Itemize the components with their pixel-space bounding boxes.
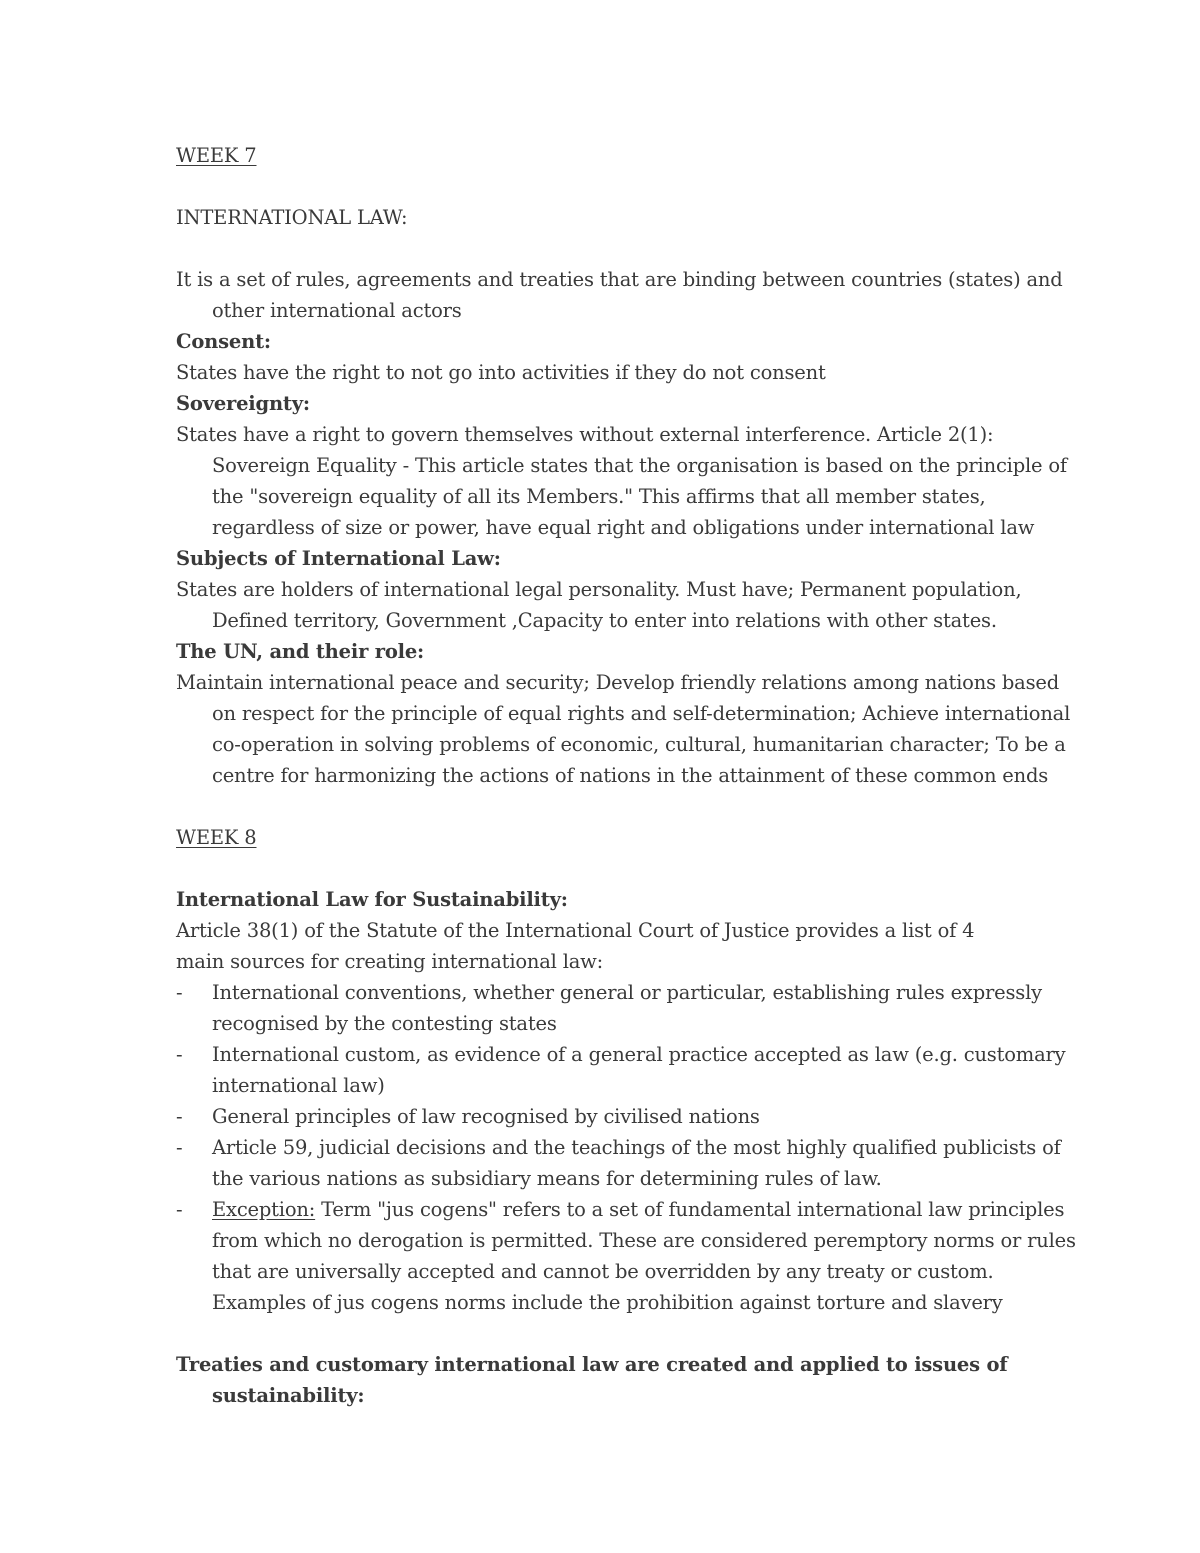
subjects-text: States are holders of international legal personality. Must have; Permanent population, Defined territory, Government ,Capacity to enter into relations with other states.: [176, 578, 1022, 632]
dash-bullet: -: [176, 1198, 183, 1221]
sources-line-2: main sources for creating international law:: [176, 950, 604, 973]
dash-bullet: -: [176, 1105, 183, 1128]
sovereignty-heading: Sovereignty:: [176, 392, 310, 415]
list-item: [176, 1039, 1076, 1101]
sovereignty-text: States have a right to govern themselves without external interference. Article 2(1):: [176, 423, 994, 446]
international-law-title: INTERNATIONAL LAW:: [176, 206, 408, 229]
sovereign-equality-text: Sovereign Equality - This article states that the organisation is based on the principle of the "sovereign equality of all its Members." This affirms that all member states, regardless of size or power, have equal right and obligations under international law: [212, 454, 1067, 539]
spacer: [176, 171, 1076, 202]
dash-bullet: -: [176, 981, 183, 1004]
exception-text: Term "jus cogens" refers to a set of fundamental international law principles from which no derogation is permitted. These are considered peremptory norms or rules that are universally accepted and cannot be overridden by any treaty or custom. Examples of jus cogens norms include the prohibition against torture and slavery: [212, 1198, 1076, 1314]
exception-label: Exception:: [212, 1198, 316, 1221]
dash-bullet: -: [176, 1043, 183, 1066]
week-7-heading: WEEK 7: [176, 144, 257, 167]
spacer: [176, 853, 1076, 884]
dash-bullet: -: [176, 1136, 183, 1159]
list-item-text: General principles of law recognised by civilised nations: [212, 1105, 760, 1128]
intro-paragraph: It is a set of rules, agreements and treaties that are binding between countries (states) and other international actors: [176, 268, 1063, 322]
sources-list: [176, 977, 1076, 1318]
list-item-text: International conventions, whether general or particular, establishing rules expressly recognised by the contesting states: [212, 981, 1042, 1035]
consent-heading: Consent:: [176, 330, 271, 353]
treaties-heading: Treaties and customary international law are created and applied to issues of sustainability:: [176, 1353, 1008, 1407]
un-role-heading: The UN, and their role:: [176, 640, 425, 663]
list-item-text: Article 59, judicial decisions and the teachings of the most highly qualified publicists of the various nations as subsidiary means for determining rules of law.: [212, 1136, 1061, 1190]
subjects-heading: Subjects of International Law:: [176, 547, 501, 570]
list-item: [176, 977, 1076, 1039]
sources-line-1: Article 38(1) of the Statute of the International Court of Justice provides a list of 4: [176, 919, 975, 942]
spacer: [176, 1318, 1076, 1349]
list-item: [176, 1132, 1076, 1194]
spacer: [176, 791, 1076, 822]
un-role-text: Maintain international peace and security; Develop friendly relations among nations based on respect for the principle of equal rights and self-determination; Achieve international co-operation in solving problems of economic, cultural, humanitarian character; To be a centre for harmonizing the actions of nations in the attainment of these common ends: [176, 671, 1071, 787]
spacer: [176, 233, 1076, 264]
list-item-text: International custom, as evidence of a general practice accepted as law (e.g. customary international law): [212, 1043, 1066, 1097]
list-item: [176, 1101, 1076, 1132]
list-item-exception: [176, 1194, 1076, 1318]
sustainability-heading: International Law for Sustainability:: [176, 888, 568, 911]
consent-text: States have the right to not go into activities if they do not consent: [176, 361, 826, 384]
document-page: [176, 140, 1076, 1411]
week-8-heading: WEEK 8: [176, 826, 257, 849]
